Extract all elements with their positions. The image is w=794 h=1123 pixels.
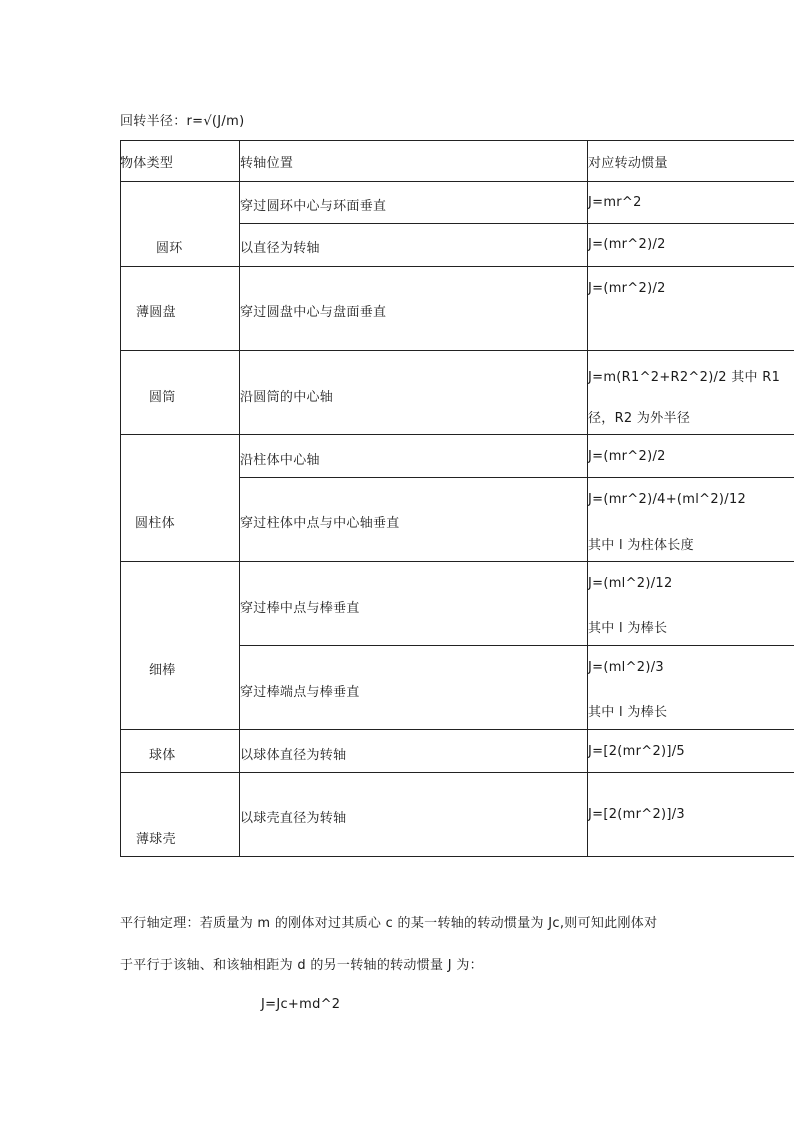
- moment-note: 其中 l 为棒长: [588, 705, 668, 720]
- table-border-top: [120, 140, 794, 141]
- table-border-bottom: [120, 856, 794, 857]
- body-type-cell: 圆环: [156, 241, 183, 256]
- body-type-cell: 薄圆盘: [136, 305, 176, 320]
- axis-cell: 以球壳直径为转轴: [240, 811, 347, 826]
- parallel-axis-formula: J=Jc+md^2: [261, 997, 341, 1012]
- moment-note: 其中 l 为柱体长度: [588, 538, 694, 553]
- moment-cell: J=(mr^2)/2: [588, 449, 666, 464]
- moment-cell: J=[2(mr^2)]/3: [588, 807, 686, 822]
- body-type-cell: 球体: [149, 748, 176, 763]
- moment-cell: J=(mr^2)/4+(ml^2)/12: [588, 492, 747, 507]
- axis-cell: 沿圆筒的中心轴: [240, 390, 334, 405]
- axis-cell: 穿过棒中点与棒垂直: [240, 601, 360, 616]
- body-type-cell: 薄球壳: [136, 832, 176, 847]
- body-type-cell: 圆柱体: [135, 516, 175, 531]
- table-row-rule: [239, 477, 794, 478]
- axis-cell: 穿过棒端点与棒垂直: [240, 685, 360, 700]
- body-type-cell: 圆筒: [149, 390, 176, 405]
- axis-cell: 沿柱体中心轴: [240, 453, 320, 468]
- parallel-axis-theorem-line-2: 于平行于该轴、和该轴相距为 d 的另一转轴的转动惯量 J 为：: [120, 958, 483, 973]
- table-header-rule: [120, 181, 794, 182]
- table-row-rule: [120, 266, 794, 267]
- table-row-rule: [120, 561, 794, 562]
- table-row-rule: [239, 223, 794, 224]
- moment-note: 其中 l 为棒长: [588, 621, 668, 636]
- table-row-rule: [120, 350, 794, 351]
- moment-cell: J=m(R1^2+R2^2)/2 其中 R1: [588, 370, 781, 385]
- parallel-axis-theorem-line-1: 平行轴定理：若质量为 m 的刚体对过其质心 c 的某一转轴的转动惯量为 Jc,则可知此刚体对: [120, 916, 658, 931]
- axis-cell: 以球体直径为转轴: [240, 748, 347, 763]
- axis-cell: 穿过柱体中点与中心轴垂直: [240, 516, 400, 531]
- table-row-rule: [239, 645, 794, 646]
- header-moment: 对应转动惯量: [588, 156, 668, 171]
- table-row-rule: [120, 434, 794, 435]
- table-row-rule: [120, 729, 794, 730]
- table-border-left: [120, 140, 121, 857]
- axis-cell: 穿过圆盘中心与盘面垂直: [240, 305, 387, 320]
- moment-cell: J=(mr^2)/2: [588, 237, 666, 252]
- header-axis-position: 转轴位置: [240, 156, 294, 171]
- header-body-type: 物体类型: [120, 156, 174, 171]
- radius-of-gyration-line: 回转半径：r=√(J/m): [120, 114, 245, 129]
- moment-cell: J=mr^2: [588, 195, 642, 210]
- axis-cell: 以直径为转轴: [240, 241, 320, 256]
- table-row-rule: [120, 772, 794, 773]
- moment-cell: J=(mr^2)/2: [588, 281, 666, 296]
- moment-cell: J=[2(mr^2)]/5: [588, 744, 686, 759]
- moment-note: 径，R2 为外半径: [588, 411, 691, 426]
- body-type-cell: 细棒: [149, 663, 176, 678]
- moment-cell: J=(ml^2)/3: [588, 660, 664, 675]
- axis-cell: 穿过圆环中心与环面垂直: [240, 199, 387, 214]
- moment-cell: J=(ml^2)/12: [588, 576, 673, 591]
